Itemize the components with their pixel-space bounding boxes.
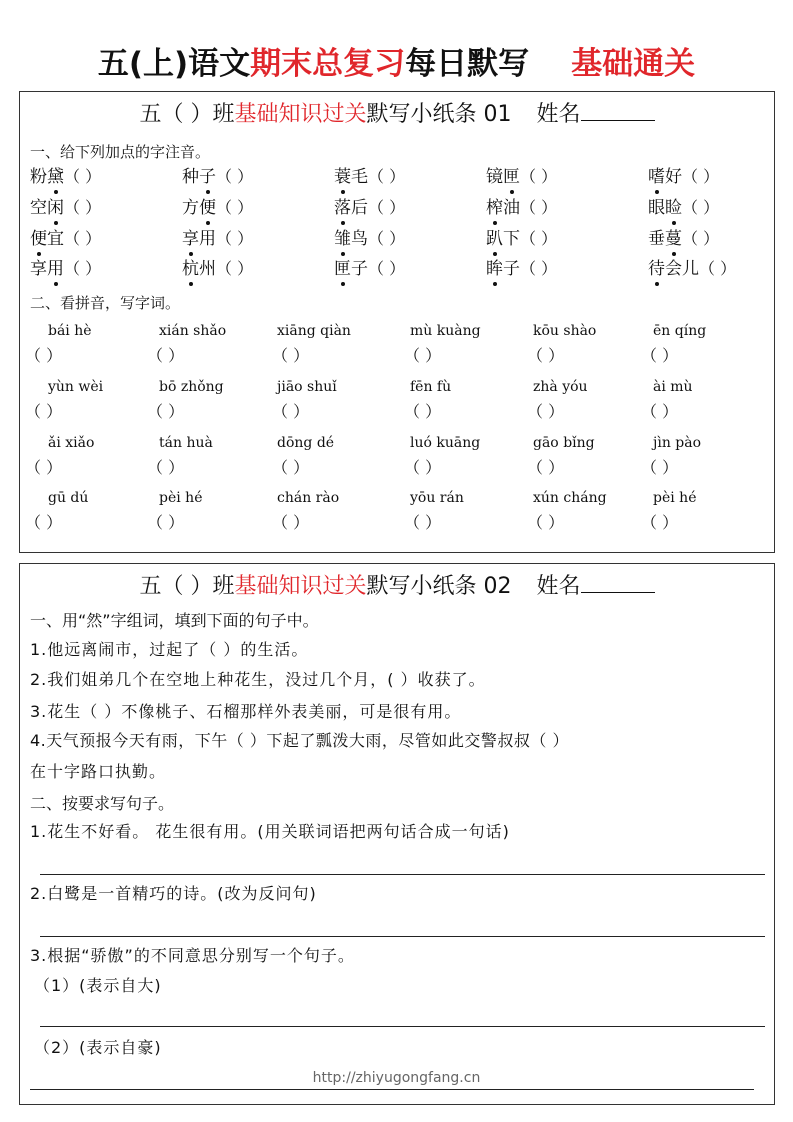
answer-line-3a[interactable] — [40, 1026, 765, 1027]
word-suffix: 鸟 — [351, 229, 368, 249]
answer-line-3b[interactable] — [30, 1089, 754, 1090]
class-label: 五（ ）班 — [139, 102, 235, 127]
word-prefix: 享 — [30, 259, 47, 279]
word-suffix: 子 — [351, 259, 368, 279]
answer-blank[interactable]: （ ） — [368, 229, 406, 248]
section-1-title: 一、给下列加点的字注音。 — [30, 143, 211, 161]
answer-blank[interactable]: （ ） — [527, 513, 565, 532]
word-prefix: 眼 — [648, 198, 665, 218]
pinyin-prompt: ēn qíng — [653, 323, 707, 339]
answer-blank[interactable]: （ ） — [682, 198, 720, 217]
answer-blank[interactable]: （ ） — [641, 513, 679, 532]
pinyin-prompt: jiāo shuǐ — [277, 379, 337, 395]
word-item — [30, 227, 101, 251]
class-label: 五（ ）班 — [139, 574, 235, 599]
word-item — [334, 257, 405, 281]
word-prefix: 垂 — [648, 229, 665, 249]
sheet-01 — [19, 91, 775, 553]
answer-blank[interactable]: （ ） — [520, 229, 558, 248]
dotted-character: 匣 — [503, 167, 520, 187]
answer-blank[interactable]: （ ） — [641, 458, 679, 477]
word-item — [182, 196, 253, 220]
answer-blank[interactable]: （ ） — [527, 402, 565, 421]
word-item — [30, 196, 101, 220]
answer-blank[interactable]: （ ） — [147, 458, 185, 477]
footer-url: http://zhiyugongfang.cn — [312, 1070, 481, 1086]
sentence-4-cont: 在十字路口执勤。 — [30, 762, 167, 781]
word-item — [30, 165, 101, 189]
word-item — [486, 257, 557, 281]
pinyin-prompt: pèi hé — [653, 490, 697, 506]
word-suffix: 宜 — [47, 229, 64, 249]
word-suffix: 州 — [199, 259, 216, 279]
question-3a: （1）(表示自大) — [34, 976, 162, 995]
pinyin-prompt: pèi hé — [159, 490, 203, 506]
pinyin-prompt: bō zhǒng — [159, 379, 224, 395]
title-part1: 五(上)语文 — [97, 46, 251, 82]
pinyin-prompt: tán huà — [159, 435, 213, 451]
question-2: 2.白鹭是一首精巧的诗。(改为反问句) — [30, 884, 317, 903]
dotted-character: 便 — [199, 198, 216, 218]
word-suffix: 下 — [503, 229, 520, 249]
answer-blank[interactable]: （ ） — [25, 402, 63, 421]
sentence-3: 3.花生（ ）不像桃子、石榴那样外表美丽，可是很有用。 — [30, 702, 462, 721]
dotted-character: 杭 — [182, 259, 199, 279]
sheet-number: 默写小纸条 01 — [366, 102, 512, 127]
word-prefix: 种 — [182, 167, 199, 187]
word-prefix: 空 — [30, 198, 47, 218]
answer-blank[interactable]: （ ） — [216, 259, 254, 278]
dotted-character: 嗜 — [648, 167, 665, 187]
word-prefix: 方 — [182, 198, 199, 218]
question-3b: （2）(表示自豪) — [34, 1038, 162, 1057]
dotted-character: 雏 — [334, 229, 351, 249]
word-suffix: 毛 — [351, 167, 368, 187]
dotted-character: 子 — [199, 167, 216, 187]
name-label: 姓名 — [536, 102, 581, 127]
word-item — [334, 196, 405, 220]
word-item — [182, 165, 253, 189]
answer-blank[interactable]: （ ） — [682, 229, 720, 248]
pinyin-prompt: bái hè — [48, 323, 92, 339]
word-item — [334, 165, 405, 189]
answer-blank[interactable]: （ ） — [404, 402, 442, 421]
pinyin-prompt: jìn pào — [653, 435, 702, 451]
answer-blank[interactable]: （ ） — [368, 198, 406, 217]
section-1-title: 一、用“然”字组词，填到下面的句子中。 — [30, 611, 319, 630]
pinyin-prompt: yōu rán — [410, 490, 464, 506]
answer-blank[interactable]: （ ） — [64, 259, 102, 278]
dotted-character: 便 — [30, 229, 47, 249]
pinyin-prompt: ài mù — [653, 379, 693, 395]
word-item — [182, 227, 253, 251]
word-prefix: 镜 — [486, 167, 503, 187]
pinyin-prompt: xiāng qiàn — [277, 323, 351, 339]
pinyin-prompt: mù kuàng — [410, 323, 481, 339]
answer-blank[interactable]: （ ） — [520, 198, 558, 217]
sheet-02-header — [20, 570, 774, 604]
sentence-4: 4.天气预报今天有雨，下午（ ）下起了瓢泼大雨，尽管如此交警叔叔（ ） — [30, 731, 569, 750]
answer-blank[interactable]: （ ） — [368, 259, 406, 278]
answer-blank[interactable]: （ ） — [25, 458, 63, 477]
word-suffix: 好 — [665, 167, 682, 187]
word-item — [182, 257, 253, 281]
answer-blank[interactable]: （ ） — [25, 513, 63, 532]
question-1: 1.花生不好看。 花生很有用。(用关联词语把两句话合成一句话) — [30, 822, 510, 841]
page-title — [0, 38, 793, 90]
answer-blank[interactable]: （ ） — [216, 229, 254, 248]
title-part2: 期末总复习 — [250, 46, 406, 82]
title-part4: 基础通关 — [571, 46, 696, 82]
pinyin-prompt: gāo bǐng — [533, 435, 595, 451]
sentence-1: 1.他远离闹市，过起了（ ）的生活。 — [30, 640, 309, 659]
word-item — [334, 227, 405, 251]
word-item — [648, 227, 719, 251]
word-item — [486, 165, 557, 189]
section-2-title: 二、看拼音，写字词。 — [30, 294, 181, 312]
answer-blank[interactable]: （ ） — [216, 198, 254, 217]
answer-blank[interactable]: （ ） — [404, 513, 442, 532]
pinyin-prompt: fēn fù — [410, 379, 452, 395]
dotted-character: 落 — [334, 198, 351, 218]
answer-blank[interactable]: （ ） — [520, 167, 558, 186]
word-item — [486, 227, 557, 251]
answer-blank[interactable]: （ ） — [527, 458, 565, 477]
sheet-number: 默写小纸条 02 — [366, 574, 512, 599]
answer-line-1[interactable] — [40, 874, 765, 875]
answer-blank[interactable]: （ ） — [272, 346, 310, 365]
sheet-subject: 基础知识过关 — [234, 102, 367, 127]
word-suffix: 后 — [351, 198, 368, 218]
word-item — [648, 257, 736, 281]
answer-blank[interactable]: （ ） — [527, 346, 565, 365]
title-part3: 每日默写 — [405, 46, 530, 82]
word-item — [30, 257, 101, 281]
section-2-title: 二、按要求写句子。 — [30, 794, 175, 813]
answer-blank[interactable]: （ ） — [216, 167, 254, 186]
name-label: 姓名 — [536, 574, 581, 599]
word-item — [648, 196, 719, 220]
dotted-character: 眸 — [486, 259, 503, 279]
word-suffix: 油 — [503, 198, 520, 218]
answer-blank[interactable]: （ ） — [64, 167, 102, 186]
name-field[interactable] — [581, 100, 655, 121]
word-item — [648, 165, 719, 189]
answer-blank[interactable]: （ ） — [25, 346, 63, 365]
pinyin-prompt: xián shǎo — [159, 323, 227, 339]
answer-blank[interactable]: （ ） — [272, 402, 310, 421]
answer-blank[interactable]: （ ） — [147, 402, 185, 421]
dotted-character: 蓑 — [334, 167, 351, 187]
pinyin-prompt: zhà yóu — [533, 379, 588, 395]
dotted-character: 匣 — [334, 259, 351, 279]
dotted-character: 闲 — [47, 198, 64, 218]
word-suffix: 会儿 — [665, 259, 699, 279]
pinyin-prompt: dōng dé — [277, 435, 335, 451]
answer-blank[interactable]: （ ） — [272, 458, 310, 477]
pinyin-prompt: luó kuāng — [410, 435, 481, 451]
pinyin-prompt: chán rào — [277, 490, 340, 506]
sheet-02 — [19, 563, 775, 1105]
answer-blank[interactable]: （ ） — [64, 229, 102, 248]
answer-blank[interactable]: （ ） — [147, 513, 185, 532]
answer-blank[interactable]: （ ） — [641, 402, 679, 421]
name-field[interactable] — [581, 572, 655, 593]
pinyin-prompt: ǎi xiǎo — [48, 435, 95, 451]
dotted-character: 趴 — [486, 229, 503, 249]
dotted-character: 榨 — [486, 198, 503, 218]
word-suffix: 子 — [503, 259, 520, 279]
dotted-character: 睑 — [665, 198, 682, 218]
answer-blank[interactable]: （ ） — [520, 259, 558, 278]
dotted-character: 用 — [47, 259, 64, 279]
pinyin-prompt: xún cháng — [533, 490, 607, 506]
dotted-character: 待 — [648, 259, 665, 279]
question-3: 3.根据“骄傲”的不同意思分别写一个句子。 — [30, 946, 355, 965]
answer-blank[interactable]: （ ） — [64, 198, 102, 217]
answer-blank[interactable]: （ ） — [368, 167, 406, 186]
sheet-01-header — [20, 98, 774, 132]
answer-line-2[interactable] — [40, 936, 765, 937]
answer-blank[interactable]: （ ） — [404, 346, 442, 365]
word-prefix: 粉 — [30, 167, 47, 187]
dotted-character: 蔓 — [665, 229, 682, 249]
pinyin-prompt: kōu shào — [533, 323, 597, 339]
sentence-2: 2.我们姐弟几个在空地上种花生，没过几个月，( ）收获了。 — [30, 670, 486, 689]
dotted-character: 黛 — [47, 167, 64, 187]
dotted-character: 享 — [182, 229, 199, 249]
word-suffix: 用 — [199, 229, 216, 249]
pinyin-prompt: yùn wèi — [48, 379, 104, 395]
pinyin-prompt: gū dú — [48, 490, 89, 506]
answer-blank[interactable]: （ ） — [404, 458, 442, 477]
word-item — [486, 196, 557, 220]
answer-blank[interactable]: （ ） — [147, 346, 185, 365]
answer-blank[interactable]: （ ） — [682, 167, 720, 186]
answer-blank[interactable]: （ ） — [641, 346, 679, 365]
answer-blank[interactable]: （ ） — [272, 513, 310, 532]
sheet-subject: 基础知识过关 — [234, 574, 367, 599]
answer-blank[interactable]: （ ） — [699, 259, 737, 278]
